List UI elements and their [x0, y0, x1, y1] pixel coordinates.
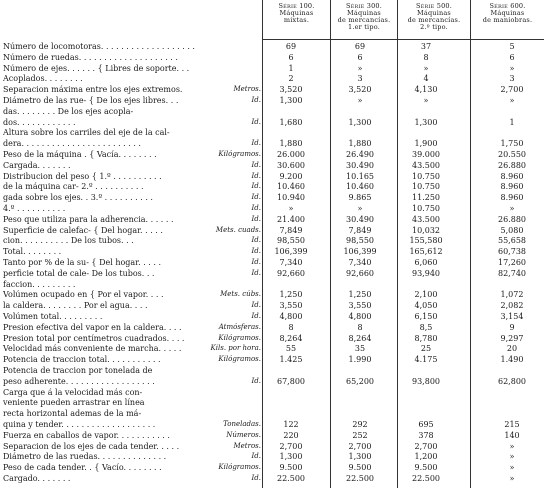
table-row — [0, 150, 544, 159]
column-header-line: de mercancías. — [337, 16, 391, 24]
row-label: peso adherente. . . . . . . . . . . . . . . . . . — [3, 376, 155, 386]
cell-value: 8,5 — [419, 322, 433, 332]
column-header-line: de mercancías. — [407, 16, 461, 24]
table-row — [0, 139, 544, 148]
cell-value: 30.600 — [277, 160, 305, 170]
row-unit: Metros. — [233, 85, 261, 94]
cell-value: 3,550 — [279, 301, 303, 311]
cell-value: » — [509, 96, 515, 105]
table-row — [0, 182, 544, 191]
cell-value: 22.500 — [412, 474, 440, 483]
cell-value: 11.250 — [412, 193, 440, 203]
cell-value: 9.200 — [279, 171, 303, 181]
cell-value: 7,340 — [348, 258, 372, 267]
cell-value: 8,780 — [414, 333, 438, 343]
cell-value: 6 — [357, 52, 363, 62]
row-unit: Id. — [251, 268, 261, 277]
table-row — [0, 366, 544, 375]
table-row — [0, 128, 544, 137]
cell-value: 6 — [288, 52, 294, 62]
cell-value: » — [423, 63, 429, 73]
column-header-line: Série 300. — [345, 2, 383, 10]
cell-value: 8,264 — [348, 333, 372, 343]
cell-value: 106,399 — [274, 247, 308, 257]
row-unit: Metros. — [233, 441, 261, 450]
row-label: Número de locomotoras. . . . . . . . . . . . . . . . . . . — [3, 42, 195, 51]
table-row — [0, 269, 544, 278]
row-label: gada sobre los ejes. . 3.º . . . . . . . . . . — [3, 193, 153, 203]
table-row — [0, 301, 544, 310]
cell-value: 60,738 — [498, 247, 526, 257]
row-unit: Id. — [251, 474, 261, 482]
cell-value: 7,849 — [279, 225, 303, 235]
row-unit: Números. — [226, 430, 261, 439]
table-row — [0, 409, 544, 418]
cell-value: 43.500 — [412, 160, 440, 170]
table-row — [0, 452, 544, 461]
cell-value: 155,580 — [409, 236, 443, 246]
cell-value: » — [357, 63, 363, 73]
cell-value: 62,800 — [498, 376, 526, 386]
cell-value: 8.960 — [500, 171, 524, 181]
cell-value: 1,250 — [348, 290, 372, 300]
table-row — [0, 236, 544, 245]
row-unit: Id. — [251, 117, 261, 126]
row-unit: Id. — [251, 96, 261, 104]
cell-value: 10.750 — [412, 182, 440, 192]
cell-value: 10.750 — [412, 204, 440, 213]
table-row — [0, 226, 544, 235]
cell-value: 8 — [423, 52, 429, 62]
cell-value: 106,399 — [343, 247, 377, 257]
row-label: Peso de la máquina . { Vacía. . . . . . . . — [3, 150, 157, 159]
table-row — [0, 344, 544, 353]
row-unit: Mets. cuads. — [215, 225, 261, 234]
cell-value: 93,940 — [412, 268, 440, 278]
cell-value: 26.880 — [498, 214, 526, 224]
cell-value: 1,300 — [279, 452, 303, 462]
cell-value: 26.490 — [346, 150, 374, 159]
row-unit: Id. — [251, 139, 261, 148]
row-label: Potencia de traccion total. . . . . . . . . . . — [3, 355, 161, 365]
column-header-serie-100 — [263, 3, 330, 37]
cell-value: 92,660 — [346, 268, 374, 278]
row-unit: Id. — [251, 182, 261, 191]
table-row — [0, 398, 544, 407]
cell-value: 1 — [288, 63, 294, 73]
cell-value: 9,297 — [500, 333, 524, 343]
column-header-line: Máquinas — [490, 9, 525, 17]
row-label: Separacion de los ejes de cada tender. . . . . — [3, 441, 180, 451]
cell-value: 695 — [418, 420, 434, 429]
cell-value: 25 — [420, 344, 432, 354]
column-header-line: Série 500. — [415, 2, 453, 10]
cell-value: 22.500 — [346, 474, 374, 483]
cell-value: » — [288, 204, 294, 213]
table-row — [0, 258, 544, 267]
cell-value: 67,800 — [277, 376, 305, 386]
cell-value: 2,700 — [279, 441, 303, 451]
cell-value: 6,060 — [414, 258, 438, 267]
cell-value: 4,800 — [279, 312, 303, 321]
cell-value: 140 — [504, 430, 520, 440]
table-row — [0, 355, 544, 364]
row-label: Fuerza en caballos de vapor. . . . . . . . . . . — [3, 430, 170, 440]
cell-value: 10.460 — [346, 182, 374, 192]
table-row — [0, 215, 544, 224]
table-row — [0, 172, 544, 181]
cell-value: 55,658 — [498, 236, 526, 246]
cell-value: 378 — [418, 430, 434, 440]
cell-value: 37 — [420, 42, 432, 51]
column-header-line: 2.º tipo. — [420, 23, 448, 31]
cell-value: 1,680 — [279, 117, 303, 127]
cell-value: 35 — [354, 344, 366, 354]
column-header-line: Série 600. — [489, 2, 526, 10]
column-header-line: mixtas. — [283, 16, 310, 24]
cell-value: » — [509, 463, 515, 473]
row-unit: Kils. por hora. — [210, 344, 261, 353]
cell-value: 8,264 — [279, 333, 303, 343]
cell-value: 43.500 — [412, 214, 440, 224]
cell-value: » — [357, 204, 363, 213]
cell-value: 65,200 — [346, 376, 374, 386]
cell-value: » — [423, 96, 429, 105]
cell-value: 69 — [354, 42, 366, 51]
row-label: Peso de cada tender. . { Vacío. . . . . . . . — [3, 463, 162, 473]
table-row — [0, 53, 544, 62]
table-row — [0, 161, 544, 170]
table-row — [0, 431, 544, 440]
cell-value: 9.500 — [279, 463, 303, 473]
cell-value: 10.940 — [277, 193, 305, 203]
cell-value: 4,050 — [414, 301, 438, 311]
cell-value: 3,154 — [500, 312, 524, 321]
cell-value: 1,880 — [279, 139, 303, 149]
cell-value: 122 — [283, 420, 299, 429]
table-row — [0, 420, 544, 429]
cell-value: 4 — [423, 74, 429, 84]
row-label: Peso que utiliza para la adherencia. . . . . . — [3, 214, 174, 224]
table-row — [0, 377, 544, 386]
row-unit: Id. — [251, 214, 261, 223]
table-row — [0, 118, 544, 127]
cell-value: 220 — [283, 430, 299, 440]
row-unit: Id. — [251, 171, 261, 180]
row-label: Volúmen ocupado en { Por el vapor. . . . — [3, 290, 164, 300]
row-label: veniente pueden arrastrar en línea — [3, 398, 145, 408]
row-label: Diámetro de las rue- { De los ejes libres. . . — [3, 96, 179, 105]
row-unit: Id. — [251, 452, 261, 461]
cell-value: 9.865 — [348, 193, 372, 203]
cell-value: 2,700 — [348, 441, 372, 451]
row-label: dos. . . . . . . . . . . . — [3, 117, 76, 127]
row-label: Cargada. . . . . . . — [3, 160, 71, 170]
table-row — [0, 85, 544, 94]
row-label: recta horizontal ademas de la má- — [3, 409, 142, 419]
cell-value: 10.460 — [277, 182, 305, 192]
cell-value: 2 — [288, 74, 294, 84]
cell-value: 4,800 — [348, 312, 372, 321]
table-row — [0, 107, 544, 116]
cell-value: 2,082 — [500, 301, 524, 311]
cell-value: 2,700 — [414, 441, 438, 451]
cell-value: 92,660 — [277, 268, 305, 278]
table-row — [0, 193, 544, 202]
column-header-line: 1.er tipo. — [348, 23, 380, 31]
cell-value: 7,849 — [348, 225, 372, 235]
cell-value: 8.960 — [500, 193, 524, 203]
cell-value: 39.000 — [412, 150, 440, 159]
table-row — [0, 64, 544, 73]
cell-value: » — [357, 96, 363, 105]
row-label: Cargado. . . . . . . — [3, 474, 71, 483]
cell-value: 2,700 — [500, 85, 524, 95]
row-unit: Id. — [251, 247, 261, 256]
row-unit: Id. — [251, 301, 261, 310]
table-row — [0, 474, 544, 483]
row-label: Tanto por % de la su- { Del hogar. . . . . — [3, 258, 162, 267]
cell-value: 10,032 — [412, 225, 440, 235]
cell-value: 1.990 — [348, 355, 372, 365]
cell-value: 1,300 — [414, 117, 438, 127]
row-label: Presion total por centímetros cuadrados. . . . — [3, 333, 185, 343]
cell-value: 8.960 — [500, 182, 524, 192]
row-label: Número de ruedas. . . . . . . . . . . . . . . . . . . . — [3, 52, 178, 62]
cell-value: 1,880 — [348, 139, 372, 149]
cell-value: 1,300 — [348, 117, 372, 127]
cell-value: 30.490 — [346, 160, 374, 170]
cell-value: 5 — [509, 42, 515, 51]
cell-value: » — [509, 204, 515, 213]
row-unit: Mets. cúbs. — [220, 290, 261, 299]
cell-value: 1,750 — [500, 139, 524, 149]
row-unit: Kilógramos. — [218, 355, 261, 364]
column-header-serie-300 — [331, 3, 397, 37]
row-label: Distribucion del peso { 1.º . . . . . . . . . . — [3, 171, 162, 181]
cell-value: 20 — [506, 344, 518, 354]
row-label: 4.º . . . . . . . . . . — [3, 204, 66, 213]
row-unit: Id. — [251, 193, 261, 202]
cell-value: 1,072 — [500, 290, 524, 300]
cell-value: 6,150 — [414, 312, 438, 321]
table-row — [0, 42, 544, 51]
cell-value: 252 — [352, 430, 368, 440]
row-unit: Atmósferas. — [218, 322, 261, 331]
row-label: quina y tender. . . . . . . . . . . . . . . . . . . — [3, 420, 156, 429]
cell-value: 7,340 — [279, 258, 303, 267]
cell-value: 1,300 — [348, 452, 372, 462]
row-unit: Id. — [251, 236, 261, 245]
cell-value: 1,300 — [279, 96, 303, 105]
row-label: Velocidad más conveniente de marcha. . . . . — [3, 344, 182, 354]
table-row — [0, 312, 544, 321]
table-row — [0, 463, 544, 472]
cell-value: 3,520 — [348, 85, 372, 95]
column-header-line: de maniobras. — [482, 16, 533, 24]
cell-value: 22.500 — [277, 474, 305, 483]
cell-value: 1 — [509, 117, 515, 127]
cell-value: 5,080 — [500, 225, 524, 235]
cell-value: » — [509, 474, 515, 483]
row-label: perficie total de cale- De los tubos. . . — [3, 268, 155, 278]
cell-value: 215 — [504, 420, 520, 429]
row-label: la caldera. . . . . . . . Por el agua. . . . — [3, 301, 148, 311]
cell-value: 9.500 — [348, 463, 372, 473]
cell-value: 93,800 — [412, 376, 440, 386]
cell-value: 2,100 — [414, 290, 438, 300]
row-label: cion. . . . . . . . . . De los tubos. . . — [3, 236, 134, 246]
row-label: Carga que á la velocidad más con- — [3, 387, 143, 397]
table-row — [0, 388, 544, 397]
column-header-line: Máquinas — [417, 9, 451, 17]
table-row — [0, 204, 544, 213]
row-unit: Id. — [251, 204, 261, 212]
cell-value: 82,740 — [498, 268, 526, 278]
cell-value: 10.750 — [412, 171, 440, 181]
table-row — [0, 247, 544, 256]
row-label: Total. . . . . . . . — [3, 247, 62, 257]
row-unit: Id. — [251, 376, 261, 385]
cell-value: » — [509, 63, 515, 73]
cell-value: 3,520 — [279, 85, 303, 95]
table-row — [0, 280, 544, 289]
cell-value: 30.490 — [346, 214, 374, 224]
row-label: Presion efectiva del vapor en la caldera. . . . — [3, 322, 182, 332]
cell-value: 8 — [357, 322, 363, 332]
row-label: Número de ejes. . . . . . { Libres de soporte. . . — [3, 63, 190, 73]
row-label: Altura sobre los carriles del eje de la cal- — [3, 128, 170, 138]
cell-value: 3,550 — [348, 301, 372, 311]
row-label: de la máquina car- 2.º . . . . . . . . . . — [3, 182, 144, 192]
table-row — [0, 290, 544, 299]
column-header-serie-500 — [398, 3, 470, 37]
cell-value: 292 — [352, 420, 368, 429]
table-row — [0, 96, 544, 105]
cell-value: 55 — [285, 344, 297, 354]
row-label: faccion. . . . . . . . . — [3, 279, 76, 289]
table-row — [0, 74, 544, 83]
cell-value: 20.550 — [498, 150, 526, 159]
column-header-serie-600 — [471, 3, 544, 37]
column-header-line: Máquinas — [347, 9, 381, 17]
cell-value: 165,612 — [409, 247, 443, 257]
cell-value: » — [509, 441, 515, 451]
cell-value: 26.880 — [498, 160, 526, 170]
cell-value: » — [509, 452, 515, 462]
row-label: dera. . . . . . . . . . . . . . . . . . . . . . . . — [3, 139, 141, 149]
row-label: Potencia de traccion por tonelada de — [3, 366, 153, 375]
table-row — [0, 323, 544, 332]
row-label: Superficie de calefac- { Del hogar. . . . . — [3, 225, 163, 235]
cell-value: 98,550 — [277, 236, 305, 246]
row-unit: Id. — [251, 160, 261, 169]
row-unit: Id. — [251, 312, 261, 320]
cell-value: 9.500 — [414, 463, 438, 473]
cell-value: 10.165 — [346, 171, 374, 181]
cell-value: 4,130 — [414, 85, 438, 95]
row-unit: Kilógramos. — [218, 333, 261, 342]
cell-value: 21.400 — [277, 214, 305, 224]
cell-value: 69 — [285, 42, 297, 51]
column-header-line: Máquinas — [279, 9, 314, 17]
cell-value: 6 — [509, 52, 515, 62]
row-unit: Kilógramos. — [218, 150, 261, 158]
row-unit: Id. — [251, 258, 261, 266]
cell-value: 9 — [509, 322, 515, 332]
cell-value: 3 — [509, 74, 515, 84]
cell-value: 3 — [357, 74, 363, 84]
column-header-line: Série 100. — [278, 2, 315, 10]
row-label: Separacion máxima entre los ejes extremos. — [3, 85, 183, 95]
cell-value: 26.000 — [277, 150, 305, 159]
row-unit: Kilógramos. — [218, 463, 261, 472]
row-label: Volúmen total. . . . . . . . . — [3, 312, 103, 321]
table-row — [0, 334, 544, 343]
cell-value: 1.490 — [500, 355, 524, 365]
cell-value: 1,250 — [279, 290, 303, 300]
table-row — [0, 442, 544, 451]
cell-value: 4.175 — [414, 355, 438, 365]
cell-value: 17,260 — [498, 258, 526, 267]
cell-value: 98,550 — [346, 236, 374, 246]
row-unit: Toneladas. — [223, 420, 261, 428]
cell-value: 8 — [288, 322, 294, 332]
cell-value: 1,200 — [414, 452, 438, 462]
row-label: Acoplados. . . . . . . . — [3, 74, 83, 84]
row-label: das. . . . . . . . De los ejes acopla- — [3, 106, 134, 116]
row-label: Diámetro de las ruedas. . . . . . . . . . . . . . — [3, 452, 167, 462]
header-rule — [262, 39, 544, 40]
cell-value: 1,900 — [414, 139, 438, 149]
cell-value: 1.425 — [279, 355, 303, 365]
